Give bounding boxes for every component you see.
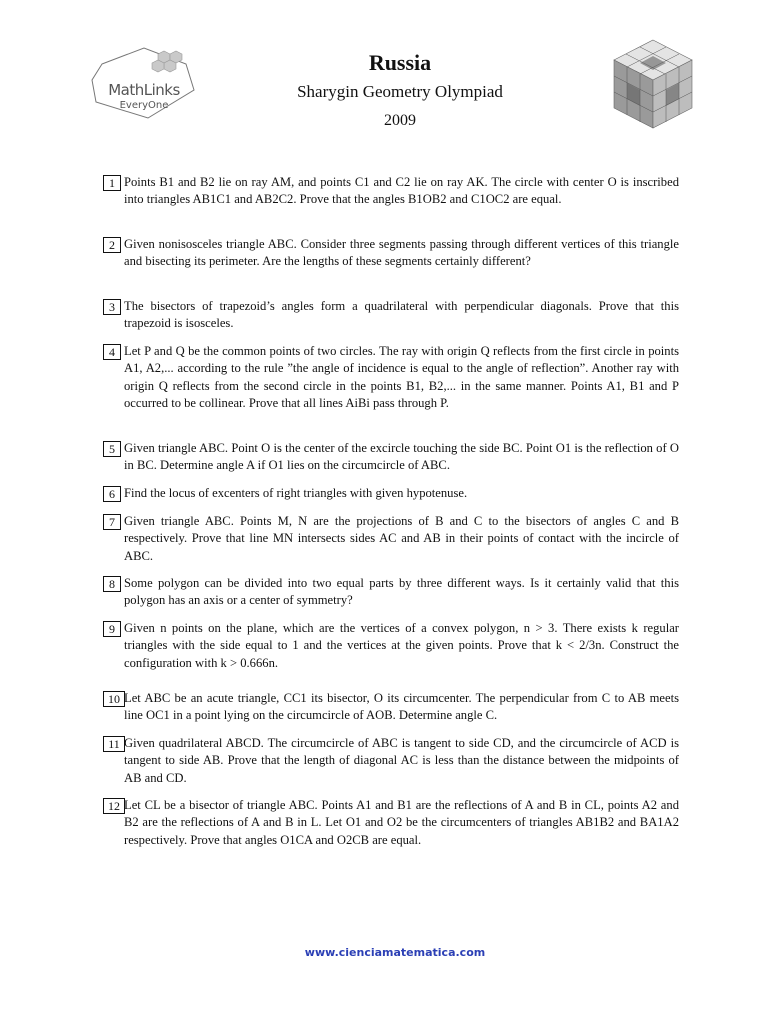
mathlinks-logo bbox=[88, 40, 200, 124]
problem-item bbox=[103, 343, 679, 430]
country-title: Russia bbox=[368, 50, 432, 75]
problem-item bbox=[103, 513, 679, 565]
problem-text: Let CL be a bisector of triangle ABC. Points A1 and B1 are the reflections of A and B in CL, points A2 and B2 are the reflections of A and B in L. Let O1 and O2 be the circumcenters of triangles AB1B2 and BA1A2 respectively. Prove that angles O1CA and O2CB are equal. bbox=[124, 798, 679, 847]
problem-number: 4 bbox=[103, 344, 121, 360]
problem-number: 12 bbox=[103, 798, 125, 814]
problem-text: Given triangle ABC. Points M, N are the projections of B and C to the bisectors of angles C and B respectively. Prove that line MN intersects sides AC and AB in their points of contact with the incircle of ABC. bbox=[124, 514, 679, 563]
problem-text: Given n points on the plane, which are the vertices of a convex polygon, n > 3. There exists k regular triangles with the side equal to 1 and the vertices at the given points. Prove that k < 2/3n. Construct the configuration with k > 0.666n. bbox=[124, 621, 679, 670]
problem-number: 11 bbox=[103, 736, 125, 752]
problem-item bbox=[103, 735, 679, 787]
problem-item bbox=[103, 690, 679, 725]
olympiad-year: 2009 bbox=[384, 112, 416, 129]
problem-number: 1 bbox=[103, 175, 121, 191]
logo-name: MathLinks bbox=[108, 81, 180, 99]
problem-text: Find the locus of excenters of right triangles with given hypotenuse. bbox=[124, 486, 468, 500]
problem-text: Given triangle ABC. Point O is the center of the excircle touching the side BC. Point O1 is the reflection of O in BC. Determine angle A if O1 lies on the circumcircle of ABC. bbox=[124, 441, 679, 473]
problem-text: Let ABC be an acute triangle, CC1 its bisector, O its circumcenter. The perpendicular from C to AB meets line OC1 in a point lying on the circumcircle of AOB. Determine angle C. bbox=[124, 691, 679, 723]
problem-number: 6 bbox=[103, 486, 121, 502]
problem-number: 9 bbox=[103, 621, 121, 637]
problem-number: 10 bbox=[103, 691, 125, 707]
problem-item bbox=[103, 797, 679, 849]
problem-item bbox=[103, 440, 679, 475]
problem-item bbox=[103, 620, 679, 680]
problem-item bbox=[103, 174, 679, 226]
problem-number: 2 bbox=[103, 237, 121, 253]
logo-tagline: EveryOne bbox=[119, 100, 169, 111]
problem-item bbox=[103, 236, 679, 288]
problem-text: Given nonisosceles triangle ABC. Consider three segments passing through different vertices of this triangle and bisecting its perimeter. Are the lengths of these segments certainly different? bbox=[124, 237, 679, 269]
problem-number: 5 bbox=[103, 441, 121, 457]
problem-list bbox=[103, 174, 679, 849]
olympiad-title: Sharygin Geometry Olympiad bbox=[297, 82, 503, 101]
problem-item bbox=[103, 485, 679, 503]
problem-text: Let P and Q be the common points of two circles. The ray with origin Q reflects from the first circle in points A1, A2,... according to the rule ”the angle of incidence is equal to the angle of reflection”. Another ray with origin Q reflects from the second circle in the points B1, B2,... in the same manner. Points A1, B1 and P occurred to be collinear. Prove that all lines AiBi pass through P. bbox=[124, 344, 679, 410]
problem-text: The bisectors of trapezoid’s angles form a quadrilateral with perpendicular diagonals. Prove that this trapezoid is isosceles. bbox=[124, 299, 679, 331]
document-header bbox=[250, 50, 550, 132]
problem-item bbox=[103, 575, 679, 610]
footer-url[interactable]: www.cienciamatematica.com bbox=[304, 946, 486, 959]
isometric-cube-icon bbox=[612, 38, 694, 130]
problem-number: 3 bbox=[103, 299, 121, 315]
problem-text: Given quadrilateral ABCD. The circumcircle of ABC is tangent to side CD, and the circumcircle of ACD is tangent to side AB. Prove that the length of diagonal AC is less than the distance between the midpoints of AB and CD. bbox=[124, 736, 679, 785]
problem-number: 8 bbox=[103, 576, 121, 592]
problem-number: 7 bbox=[103, 514, 121, 530]
problem-text: Some polygon can be divided into two equal parts by three different ways. Is it certainly valid that this polygon has an axis or a center of symmetry? bbox=[124, 576, 679, 608]
problem-item bbox=[103, 298, 679, 333]
problem-text: Points B1 and B2 lie on ray AM, and points C1 and C2 lie on ray AK. The circle with center O is inscribed into triangles AB1C1 and AB2C2. Prove that the angles B1OB2 and C1OC2 are equal. bbox=[124, 175, 679, 207]
